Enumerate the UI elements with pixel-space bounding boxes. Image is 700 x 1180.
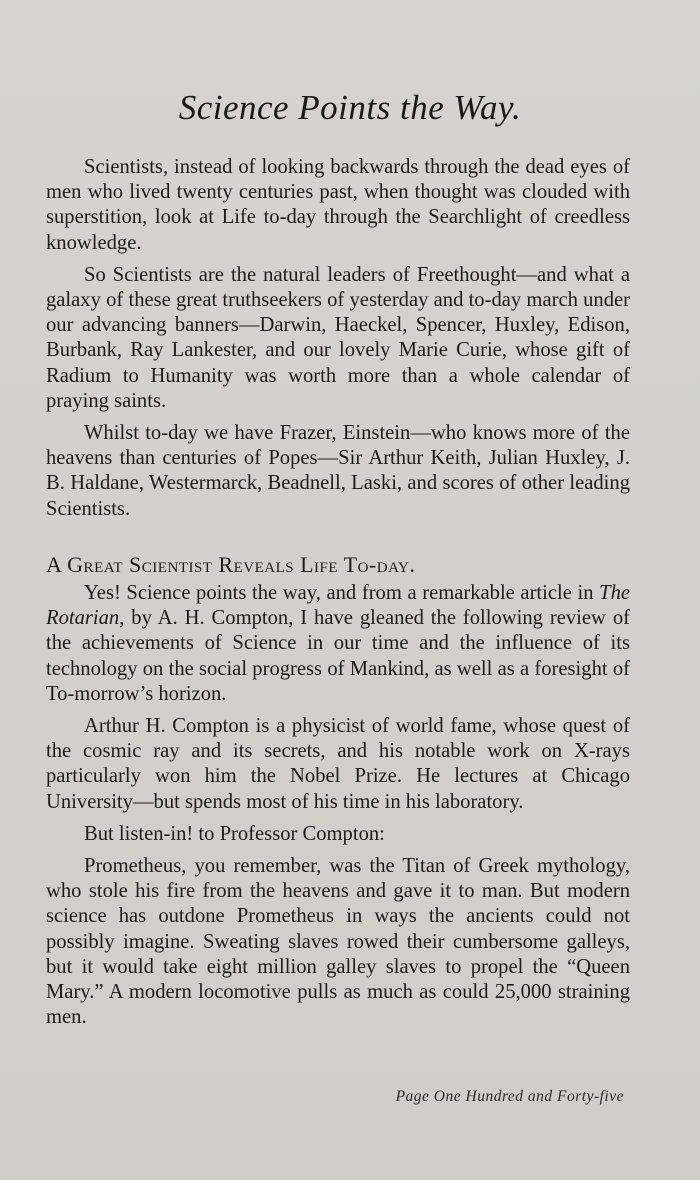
body-text: [46, 155, 630, 1038]
paragraph-listen-in: But listen-in! to Professor Compton:: [84, 822, 385, 845]
paragraph-compton: Arthur H. Compton is a physicist of world fame, whose quest of the cosmic ray and its secrets, and his notable work on X-rays particularly won him the Nobel Prize. He lectures at Chicago University—but spends most of his time in his laboratory.: [46, 715, 630, 813]
page-title: Science Points the Way.: [178, 88, 522, 127]
publication-title: The Rotarian: [46, 582, 630, 630]
paragraph-rotarian-after: , by A. H. Compton, I have gleaned the following review of the achievements of Science in our time and the influence of its technology on the social progress of Mankind, as well as a foresight of To-morrow’s horizon.: [46, 607, 630, 705]
page-number: Page One Hundred and Forty-five: [395, 1088, 624, 1105]
paragraph-scientists: Scientists, instead of looking backwards through the dead eyes of men who lived twenty centuries past, when thought was clouded with superstition, look at Life to-day through the Searchlight of creedless knowledge.: [46, 156, 630, 254]
paragraph-prometheus: Prometheus, you remember, was the Titan of Greek mythology, who stole his fire from the heavens and gave it to man. But modern science has outdone Prometheus in ways the ancients could not possibly imagine. Sweating slaves rowed their cumbersome galleys, but it would take eight million galley slaves to propel the “Queen Mary.” A modern locomotive pulls as much as could 25,000 straining men.: [46, 855, 630, 1029]
paragraph-rotarian-before: Yes! Science points the way, and from a remarkable article in: [84, 582, 600, 605]
section-heading: A Great Scientist Reveals Life To-day.: [46, 551, 416, 577]
paragraph-rotarian: [46, 581, 630, 707]
paragraph-freethought: So Scientists are the natural leaders of Freethought—and what a galaxy of these great truthseekers of yesterday and to-day march under our advancing banners—Darwin, Haeckel, Spencer, Huxley, Edison, Burbank, Ray Lankester, and our lovely Marie Curie, whose gift of Radium to Humanity was worth more than a whole calendar of praying saints.: [46, 263, 630, 412]
paragraph-whilst-today: Whilst to-day we have Frazer, Einstein—who knows more of the heavens than centuries of Popes—Sir Arthur Keith, Julian Huxley, J. B. Haldane, Westermarck, Beadnell, Laski, and scores of other leading Scientists.: [46, 422, 630, 520]
